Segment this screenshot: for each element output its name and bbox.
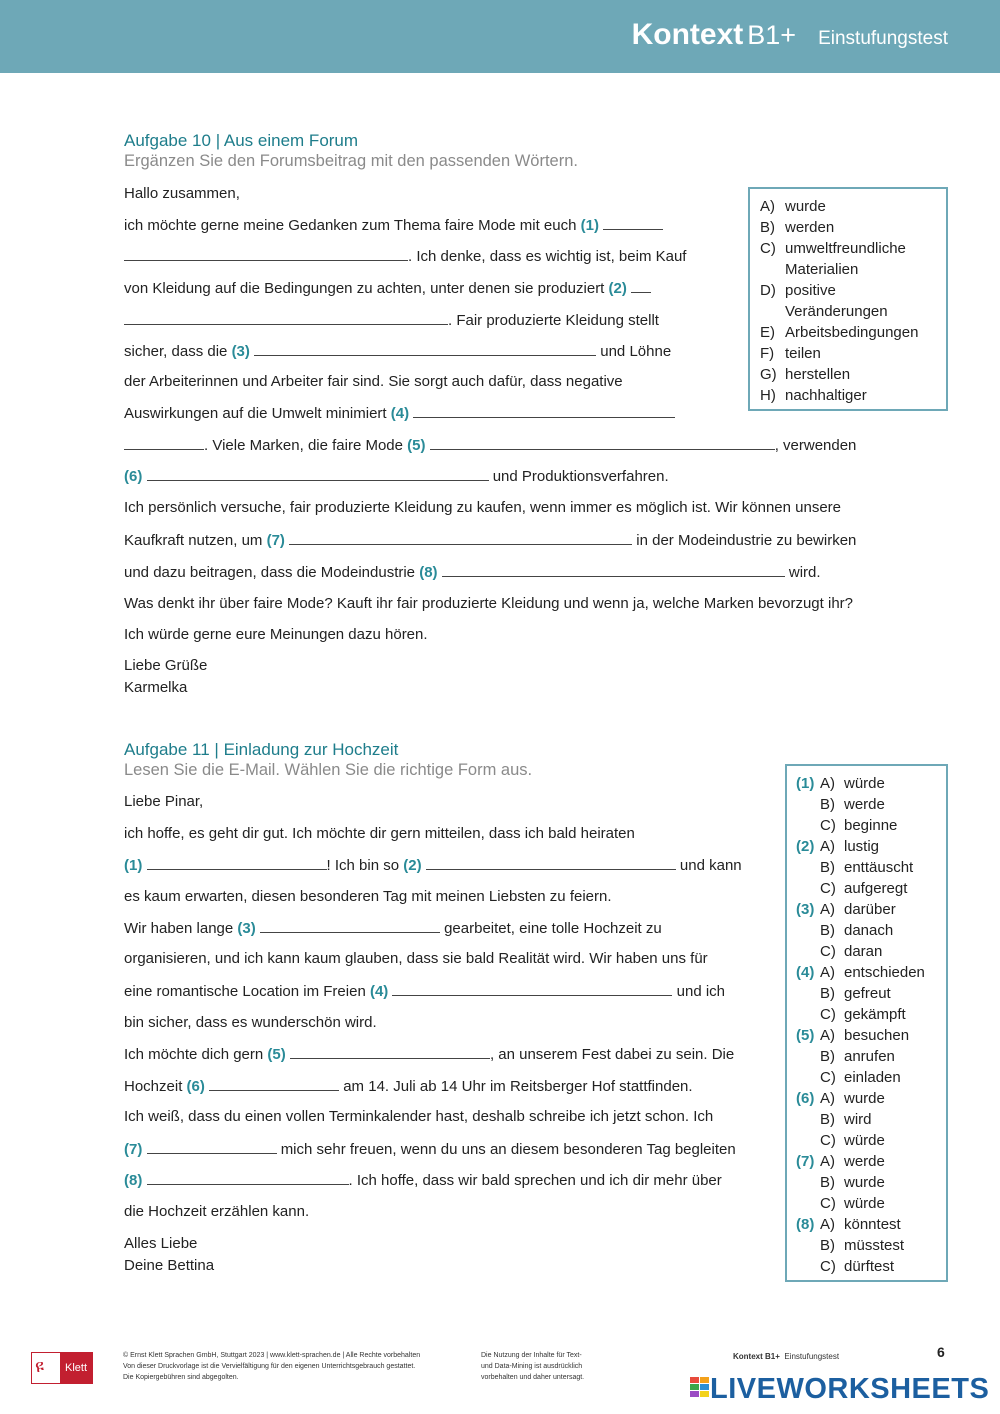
option-a: A) wurde <box>760 198 826 215</box>
option-letter: A) <box>820 1153 835 1170</box>
option-gap-number: (6) <box>796 1090 815 1107</box>
task11-option <box>796 836 879 857</box>
option-text: lustig <box>844 838 880 855</box>
task11-option <box>796 1025 909 1046</box>
task11-line5: organisieren, und ich kann kaum glauben, dass sie bald Realität wird. Wir haben uns für <box>124 950 708 967</box>
task10-line7 <box>124 403 675 424</box>
gap-1-blank[interactable] <box>603 215 663 230</box>
gap-number: (8) <box>124 1172 143 1189</box>
option-letter: C) <box>820 1195 836 1212</box>
task11-option <box>796 815 897 836</box>
option-text: einladen <box>844 1069 901 1086</box>
gap-2-blank[interactable] <box>631 278 651 293</box>
gap-number: (2) <box>403 857 422 874</box>
brand-name: Kontext <box>631 18 744 51</box>
option-text: dürftest <box>844 1258 895 1275</box>
task11-option <box>796 773 885 794</box>
task11-option <box>796 1193 885 1214</box>
gap-number: (6) <box>124 468 143 485</box>
text-segment: . Ich denke, dass es wichtig ist, beim Kauf <box>408 248 687 265</box>
option-text: entschieden <box>844 964 925 981</box>
option-text: würde <box>844 1132 885 1149</box>
option-letter: C) <box>820 1069 836 1086</box>
option-gap-number: (4) <box>796 964 815 981</box>
gap-4-blank-cont[interactable] <box>124 435 204 450</box>
task10-line2 <box>124 246 686 267</box>
option-letter: B) <box>820 1174 835 1191</box>
gap-number: (1) <box>124 857 143 874</box>
task10-line5 <box>124 341 671 362</box>
task11-line6 <box>124 981 725 1002</box>
option-d: D) positive <box>760 282 836 299</box>
gap-2-blank-cont[interactable] <box>124 310 448 325</box>
text-segment: und Produktionsverfahren. <box>492 468 669 485</box>
option-letter: A) <box>820 838 835 855</box>
option-letter: B) <box>820 796 835 813</box>
task11-line4 <box>124 918 662 939</box>
option-letter: C) <box>820 1132 836 1149</box>
task10-line14: Ich würde gerne eure Meinungen dazu hören. <box>124 626 428 643</box>
option-letter: C) <box>820 817 836 834</box>
text-segment: Wir haben lange <box>124 920 234 937</box>
task11-line9 <box>124 1076 693 1097</box>
task11-line1: ich hoffe, es geht dir gut. Ich möchte dir gern mitteilen, dass ich bald heiraten <box>124 825 635 842</box>
option-text: könntest <box>844 1216 901 1233</box>
gap-5-blank[interactable] <box>290 1044 490 1059</box>
task11-instruction: Lesen Sie die E-Mail. Wählen Sie die richtige Form aus. <box>124 761 533 779</box>
option-text: gefreut <box>844 985 891 1002</box>
liveworksheets-wordmark: LIVEWORKSHEETS <box>710 1373 990 1405</box>
option-f: F) teilen <box>760 345 821 362</box>
option-text: danach <box>844 922 894 939</box>
option-letter: A) <box>820 901 835 918</box>
gap-number: (1) <box>580 217 599 234</box>
gap-8-blank[interactable] <box>147 1170 349 1185</box>
task11-option <box>796 794 885 815</box>
option-gap-number: (2) <box>796 838 815 855</box>
task11-option <box>796 983 891 1004</box>
gap-6-blank[interactable] <box>209 1076 339 1091</box>
task11-options-box <box>785 764 948 1282</box>
task11-option <box>796 941 882 962</box>
task11-greeting: Liebe Pinar, <box>124 793 204 810</box>
task11-closing: Alles Liebe <box>124 1235 198 1252</box>
gap-number: (7) <box>124 1141 143 1158</box>
option-text: aufgeregt <box>844 880 908 897</box>
option-gap-number: (3) <box>796 901 815 918</box>
gap-1-blank-cont[interactable] <box>124 246 408 261</box>
option-text: daran <box>844 943 883 960</box>
option-text: wird <box>844 1111 872 1128</box>
task11-option <box>796 962 925 983</box>
option-letter: B) <box>820 922 835 939</box>
gap-number: (4) <box>369 983 389 1000</box>
text-segment: , verwenden <box>774 437 857 454</box>
option-letter: A) <box>820 1090 835 1107</box>
task10-instruction: Ergänzen Sie den Forumsbeitrag mit den passenden Wörtern. <box>124 152 578 170</box>
text-segment: mich sehr freuen, wenn du uns an diesem besonderen Tag begleiten <box>280 1141 736 1158</box>
option-text: würde <box>844 775 885 792</box>
brand-subtitle: Einstufungstest <box>818 28 948 49</box>
gap-number: (5) <box>267 1046 286 1063</box>
option-letter: C) <box>820 1006 836 1023</box>
task11-line7: bin sicher, dass es wunderschön wird. <box>124 1014 377 1031</box>
text-segment: wird. <box>788 564 821 581</box>
option-letter: A) <box>820 775 835 792</box>
option-e: E) Arbeitsbedingungen <box>760 324 919 341</box>
option-text: beginne <box>844 817 898 834</box>
option-letter: B) <box>820 859 835 876</box>
task11-option <box>796 1151 885 1172</box>
option-gap-number: (5) <box>796 1027 815 1044</box>
task11-line11 <box>124 1139 736 1160</box>
gap-4-blank[interactable] <box>392 981 672 996</box>
text-segment: Kaufkraft nutzen, um <box>124 532 263 549</box>
header-brand <box>632 18 948 52</box>
task11-line2 <box>124 855 742 876</box>
option-letter: B) <box>820 1111 835 1128</box>
option-text: werde <box>844 796 885 813</box>
option-c: C) umweltfreundliche <box>760 240 906 257</box>
task11-option <box>796 878 907 899</box>
text-segment: und ich <box>676 983 726 1000</box>
gap-7-blank[interactable] <box>147 1139 277 1154</box>
header-bar <box>0 0 1000 73</box>
task11-option <box>796 1046 895 1067</box>
option-text: gekämpft <box>844 1006 906 1023</box>
task11-signature: Deine Bettina <box>124 1257 215 1274</box>
option-gap-number: (7) <box>796 1153 815 1170</box>
footer-copyright: © Ernst Klett Sprachen GmbH, Stuttgart 2023 | www.klett-sprachen.de | Alle Rechte vorbehalten Von dieser Druckvorlage ist die Vervielfältigung für den eigenen Unterrichtsgebrauch gestattet. Die Kopiergebühren sind abgegolten. <box>123 1352 421 1381</box>
task11-title: Aufgabe 11 | Einladung zur Hochzeit <box>124 740 399 759</box>
task10-line10: Ich persönlich versuche, fair produzierte Kleidung zu kaufen, wenn immer es möglich ist. Wir können unsere <box>124 499 842 516</box>
gap-number: (3) <box>231 343 250 360</box>
option-gap-number: (1) <box>796 775 815 792</box>
task10-line12 <box>124 562 821 583</box>
task11-option <box>796 899 896 920</box>
task11-option <box>796 1088 885 1109</box>
option-text: besuchen <box>844 1027 910 1044</box>
klett-figure-icon: ዩ <box>35 1356 44 1376</box>
option-c-cont: Materialien <box>785 261 859 278</box>
task10-line3 <box>124 278 651 299</box>
option-text: wurde <box>844 1090 885 1107</box>
option-letter: A) <box>820 964 835 981</box>
gap-3-blank[interactable] <box>254 341 596 356</box>
task10-line4 <box>124 310 659 331</box>
brand-level: B1+ <box>747 20 797 50</box>
option-letter: B) <box>820 1048 835 1065</box>
text-segment: ! Ich bin so <box>326 857 400 874</box>
text-segment: . Ich hoffe, dass wir bald sprechen und ich dir mehr über <box>348 1172 722 1189</box>
text-segment: gearbeitet, eine tolle Hochzeit zu <box>444 920 662 937</box>
gap-3-blank[interactable] <box>260 918 440 933</box>
gap-7-blank[interactable] <box>289 530 632 545</box>
option-letter: C) <box>820 943 836 960</box>
option-text: würde <box>844 1195 885 1212</box>
task10-options-box <box>748 187 948 411</box>
option-letter: A) <box>820 1027 835 1044</box>
text-segment: . Fair produzierte Kleidung stellt <box>448 312 659 329</box>
text-segment: , an unserem Fest dabei zu sein. Die <box>489 1046 735 1063</box>
task11-option <box>796 1067 901 1088</box>
gap-8-blank[interactable] <box>442 562 785 577</box>
option-letter: A) <box>820 1216 835 1233</box>
task11-option <box>796 920 893 941</box>
text-segment: von Kleidung auf die Bedingungen zu achten, unter denen sie produziert <box>124 280 605 297</box>
task11-line3: es kaum erwarten, diesen besonderen Tag mit meinen Liebsten zu feiern. <box>124 888 612 905</box>
footer-tdm-notice: Die Nutzung der Inhalte für Text- und Data-Mining ist ausdrücklich vorbehalten und daher untersagt. <box>481 1352 585 1381</box>
option-text: anrufen <box>844 1048 895 1065</box>
option-d-cont: Veränderungen <box>785 303 888 320</box>
task10-line6: der Arbeiterinnen und Arbeiter fair sind. Sie sorgt auch dafür, dass negative <box>124 373 623 390</box>
text-segment: sicher, dass die <box>124 343 228 360</box>
task11-option <box>796 1004 906 1025</box>
task11-line12 <box>124 1170 722 1191</box>
task11-option <box>796 1130 885 1151</box>
page-number: 6 <box>937 1344 945 1360</box>
task11-line13: die Hochzeit erzählen kann. <box>124 1203 310 1220</box>
text-segment: in der Modeindustrie zu bewirken <box>636 532 857 549</box>
gap-4-blank[interactable] <box>413 403 675 418</box>
task10-line9 <box>124 466 669 487</box>
task11-line10: Ich weiß, dass du einen vollen Terminkalender hast, deshalb schreibe ich jetzt schon. Ich <box>124 1108 714 1125</box>
gap-2-blank[interactable] <box>426 855 676 870</box>
option-letter: C) <box>820 1258 836 1275</box>
gap-number: (4) <box>390 405 410 422</box>
gap-1-blank[interactable] <box>147 855 327 870</box>
text-segment: ich möchte gerne meine Gedanken zum Thema faire Mode mit euch <box>124 217 577 234</box>
task10-line8 <box>124 435 856 456</box>
option-text: müsstest <box>844 1237 905 1254</box>
task11-option <box>796 1256 894 1277</box>
footer-doc-brand: Kontext B1+ Einstufungstest <box>733 1352 840 1361</box>
task11-line8 <box>124 1044 734 1065</box>
option-g: G) herstellen <box>760 366 851 383</box>
task10-signature: Karmelka <box>124 679 188 696</box>
task10-title: Aufgabe 10 | Aus einem Forum <box>124 131 359 150</box>
option-letter: B) <box>820 1237 835 1254</box>
option-text: darüber <box>844 901 896 918</box>
task11-option <box>796 1214 901 1235</box>
gap-number: (2) <box>608 280 627 297</box>
task11-option <box>796 857 913 878</box>
task10-line1 <box>124 215 663 236</box>
task10-greeting: Hallo zusammen, <box>124 185 240 202</box>
option-gap-number: (8) <box>796 1216 815 1233</box>
gap-number: (5) <box>407 437 426 454</box>
gap-5-blank[interactable] <box>430 435 775 450</box>
text-segment: . Viele Marken, die faire Mode <box>204 437 403 454</box>
text-segment: Hochzeit <box>124 1078 183 1095</box>
option-text: enttäuscht <box>844 859 914 876</box>
gap-number: (7) <box>266 532 285 549</box>
option-text: werde <box>844 1153 885 1170</box>
option-letter: C) <box>820 880 836 897</box>
text-segment: Ich möchte dich gern <box>124 1046 264 1063</box>
task10-closing: Liebe Grüße <box>124 657 208 674</box>
gap-number: (3) <box>237 920 256 937</box>
task11-option <box>796 1109 872 1130</box>
task11-option <box>796 1235 904 1256</box>
text-segment: eine romantische Location im Freien <box>124 983 366 1000</box>
liveworksheets-logo <box>690 1373 989 1406</box>
task10-line11 <box>124 530 856 551</box>
gap-number: (6) <box>186 1078 205 1095</box>
text-segment: am 14. Juli ab 14 Uhr im Reitsberger Hof stattfinden. <box>343 1078 693 1095</box>
option-text: wurde <box>844 1174 885 1191</box>
liveworksheets-tiles-icon <box>690 1377 710 1403</box>
option-letter: B) <box>820 985 835 1002</box>
task10-line13: Was denkt ihr über faire Mode? Kauft ihr fair produzierte Kleidung und wenn ja, welche Marken bevorzugt ihr? <box>124 595 854 612</box>
klett-logo <box>31 1352 93 1384</box>
text-segment: und dazu beitragen, dass die Modeindustrie <box>124 564 416 581</box>
text-segment: Auswirkungen auf die Umwelt minimiert <box>124 405 387 422</box>
text-segment: und kann <box>679 857 742 874</box>
gap-6-blank[interactable] <box>147 466 489 481</box>
option-b: B) werden <box>760 219 835 236</box>
text-segment: und Löhne <box>600 343 672 360</box>
option-h: H) nachhaltiger <box>760 387 867 404</box>
klett-logo-text: Klett <box>60 1353 92 1383</box>
task11-option <box>796 1172 885 1193</box>
gap-number: (8) <box>419 564 438 581</box>
